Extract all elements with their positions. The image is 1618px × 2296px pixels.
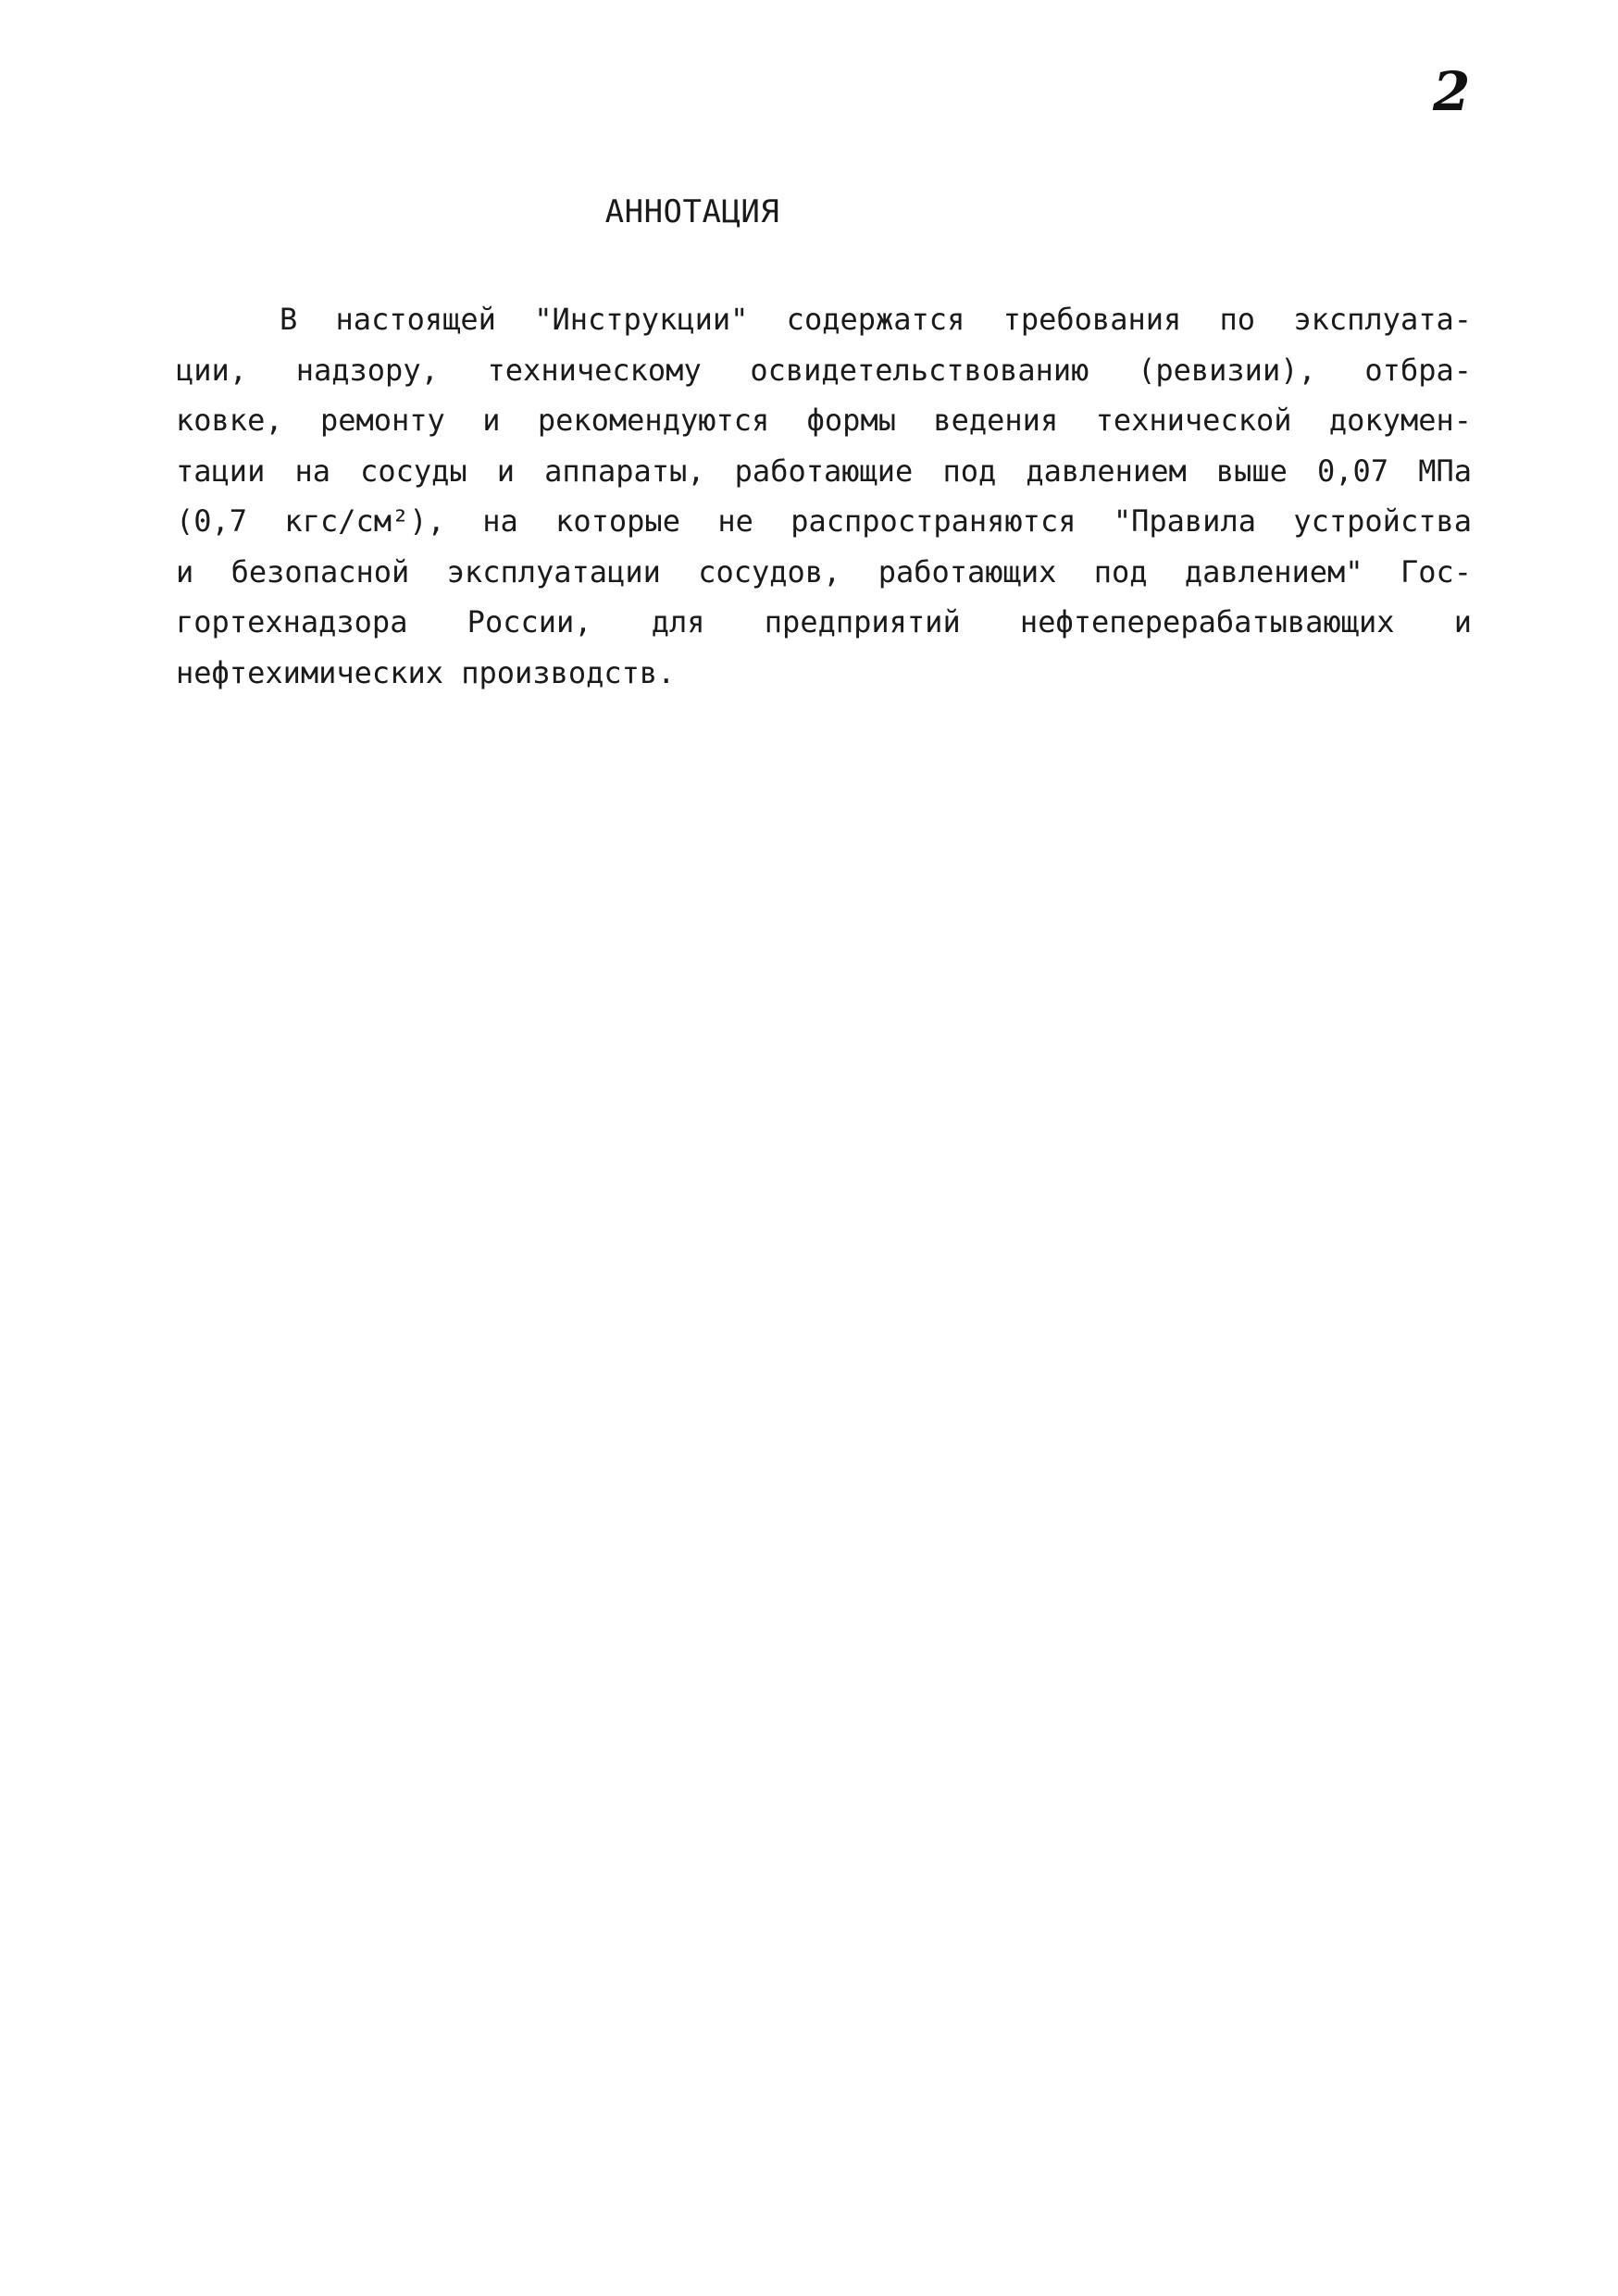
paragraph-line: гортехнадзора России, для предприятий нефтеперерабатывающих и	[176, 604, 1472, 639]
annotation-paragraph	[176, 294, 1472, 698]
page-number: 2	[1433, 60, 1471, 123]
paragraph-line: В настоящей "Инструкции" содержатся требования по эксплуата-	[280, 302, 1472, 337]
paragraph-line: ковке, ремонту и рекомендуются формы ведения технической докумен-	[176, 403, 1472, 438]
page-title: АННОТАЦИЯ	[604, 193, 780, 230]
paragraph-line: ции, надзору, техническому освидетельствованию (ревизии), отбра-	[176, 352, 1472, 388]
paragraph-line: тации на сосуды и аппараты, работающие под давлением выше 0,07 МПа	[176, 453, 1472, 489]
paragraph-line: и безопасной эксплуатации сосудов, работающих под давлением" Гос-	[176, 553, 1472, 590]
paragraph-line: нефтехимических производств.	[176, 654, 676, 690]
paragraph-line: (0,7 кгс/см²), на которые не распространяются "Правила устройства	[176, 503, 1472, 539]
